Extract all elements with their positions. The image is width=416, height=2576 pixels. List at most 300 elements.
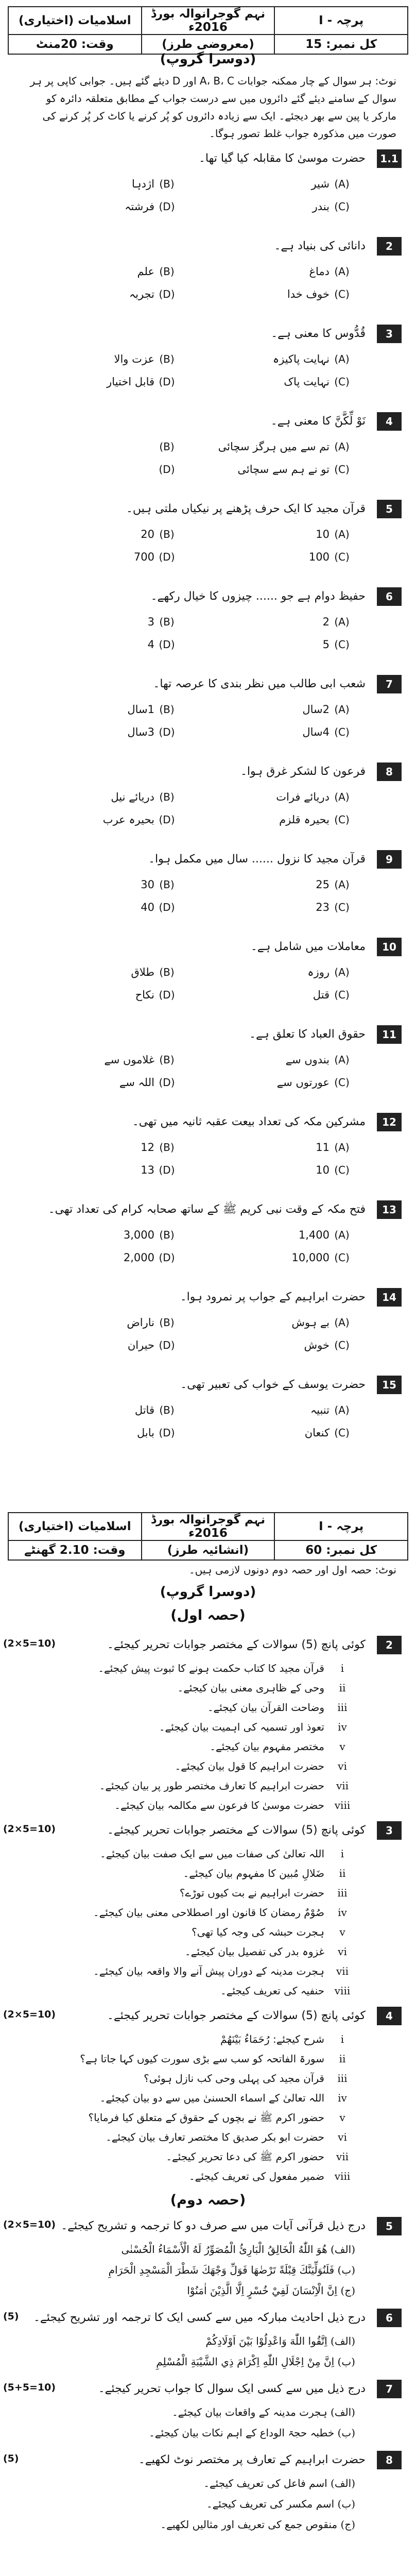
option-letter: (D) [159, 288, 175, 300]
sub-question [21, 1982, 355, 1999]
group-title: (دوسرا گروپ) [160, 52, 256, 67]
option-letter: (A) [334, 703, 350, 716]
mcq-options [21, 613, 381, 659]
option-d [21, 548, 381, 566]
option-letter: (C) [334, 1427, 350, 1439]
option-text: 2 [322, 616, 330, 628]
option-text: دماغ [309, 265, 330, 278]
option-letter: (D) [159, 1251, 175, 1264]
sub-part [21, 2353, 355, 2370]
question-number: 6 [377, 2309, 402, 2327]
option-text: 11 [316, 1141, 330, 1154]
option-letter: (B) [159, 703, 175, 716]
mcq-options [21, 263, 381, 309]
paper-label-cell: پرچہ - I [274, 7, 408, 35]
sub-question [21, 2050, 355, 2067]
mcq-options [21, 1139, 381, 1185]
question-number: 5 [377, 500, 402, 518]
question-text: حضرت موسیٰ کا مقابلہ کیا گیا تھا۔ [199, 152, 366, 165]
sub-question [21, 1718, 355, 1736]
sub-question [21, 2089, 355, 2107]
roman-numeral: vii [336, 2150, 349, 2163]
option-letter: (A) [334, 791, 350, 803]
option-b [21, 263, 381, 280]
board-cell: نہم گوجرانوالہ بورڈ 2016ء [142, 7, 275, 35]
sub-question [21, 1943, 355, 1960]
roman-numeral: viii [334, 1799, 351, 1811]
roman-numeral: vi [338, 1760, 347, 1772]
option-text: بحیرہ قلزم [279, 814, 330, 826]
option-letter: (A) [334, 353, 350, 365]
option-b [21, 350, 381, 368]
sub-question-text: ضمیر مفعول کی تعریف کیجئے۔ [188, 2170, 324, 2182]
sub-question [21, 1757, 355, 1775]
sub-question-text: حضرت ابراہیم کا تعارف مختصر طور پر بیان کیجئے۔ [99, 1780, 324, 1792]
option-b [21, 1051, 381, 1069]
sub-question [21, 1865, 355, 1882]
option-text: 4سال [302, 726, 330, 738]
sub-part-text: (ب) خطبہ حجۃ الوداع کے اہم نکات بیان کیجئے۔ [149, 2427, 355, 2439]
option-letter: (D) [159, 1164, 175, 1176]
sub-question [21, 2148, 355, 2165]
sub-part-text: (الف) اِتَّقُوا اللّٰهَ وَاعْدِلُوْا بَيْنَ اَوْلَادِكُمْ [205, 2335, 355, 2347]
option-letter: (B) [159, 966, 175, 978]
sub-question-text: شرح کیجئے: رُحَمَاءُ بَيْنَهُمْ [220, 2033, 324, 2045]
question-number: 1.1 [377, 149, 402, 168]
question-number: 7 [377, 675, 402, 693]
option-b [21, 526, 381, 543]
option-letter: (B) [159, 528, 175, 540]
option-text: 3سال [127, 726, 154, 738]
option-letter: (B) [159, 353, 175, 365]
mcq-options [21, 438, 381, 484]
roman-numeral: vi [338, 1945, 347, 1958]
sub-question-text: ضَلالِ مُبین کا مفہوم بیان کیجئے۔ [183, 1867, 324, 1879]
option-text: 10 [316, 528, 330, 540]
sub-question [21, 1738, 355, 1755]
question-number: 14 [377, 1288, 402, 1307]
option-letter: (C) [334, 1076, 350, 1089]
option-text: علم [137, 265, 154, 278]
option-letter: (C) [334, 551, 350, 563]
option-letter: (D) [159, 376, 175, 388]
sub-question [21, 1777, 355, 1794]
option-d [21, 198, 381, 215]
option-d [21, 899, 381, 916]
option-d [21, 986, 381, 1004]
marks-label: (5) [3, 2453, 19, 2464]
option-letter: (B) [159, 1316, 175, 1329]
option-text: 40 [141, 901, 154, 913]
option-letter: (A) [334, 1316, 350, 1329]
option-letter: (C) [334, 989, 350, 1001]
option-text: دریائے فرات [276, 791, 330, 803]
question-number: 11 [377, 1025, 402, 1044]
question-number: 4 [377, 2007, 402, 2025]
option-letter: (C) [334, 901, 350, 913]
question-text: درج ذیل میں سے کسی ایک سوال کا جواب تحریر کیجئے۔ [98, 2382, 366, 2395]
question-number: 6 [377, 587, 402, 606]
roman-numeral: v [339, 1926, 345, 1938]
option-text: فرشتہ [125, 200, 154, 213]
option-letter: (C) [334, 638, 350, 651]
option-letter: (D) [159, 1339, 175, 1351]
roman-numeral: iv [338, 1721, 347, 1733]
roman-numeral: iii [337, 1701, 348, 1714]
sub-question [21, 1884, 355, 1902]
option-text: غلاموں سے [104, 1054, 154, 1066]
sub-question-text: مختصر مفہوم بیان کیجئے۔ [210, 1740, 324, 1753]
option-letter: (B) [159, 1141, 175, 1154]
question-text: حضرت یوسف کے خواب کی تعبیر تھی۔ [180, 1378, 366, 1391]
sub-part [21, 2475, 355, 2492]
option-text: نہایت پاکیزہ [272, 353, 330, 365]
roman-numeral: viii [334, 1985, 351, 1997]
option-letter: (D) [159, 1076, 175, 1089]
mcq-options [21, 876, 381, 922]
option-text: قتل [313, 989, 330, 1001]
option-b [21, 1401, 381, 1419]
option-d [21, 285, 381, 303]
sub-question-text: قرآن مجید کی پہلی وحی کب نازل ہوئی؟ [144, 2072, 324, 2084]
roman-numeral: i [340, 1848, 344, 1860]
option-b [21, 613, 381, 631]
roman-numeral: i [340, 1662, 344, 1674]
sub-part [21, 2332, 355, 2350]
option-text: 25 [316, 878, 330, 891]
roman-numeral: i [340, 2033, 344, 2045]
question-text: کوئی پانچ (5) سوالات کے مختصر جوابات تحریر کیجئے۔ [107, 2009, 366, 2022]
option-text: 13 [141, 1164, 154, 1176]
question-text: حقوق العباد کا تعلق ہے۔ [249, 1028, 366, 1041]
option-letter: (C) [334, 726, 350, 738]
roman-numeral: ii [339, 2053, 346, 2065]
option-letter: (B) [159, 1054, 175, 1066]
option-text: اژدہا [131, 178, 154, 190]
roman-numeral: v [339, 1740, 345, 1753]
subjective-question [15, 2451, 402, 2471]
sub-question-text: قرآن مجید کا کتاب حکمت ہونے کا ثبوت پیش کیجئے۔ [98, 1662, 324, 1674]
sub-part-text: (ب) اسم مکسر کی تعریف کیجئے۔ [206, 2498, 355, 2510]
option-letter: (A) [334, 1141, 350, 1154]
question-text: درج ذیل احادیث مبارکہ میں سے کسی ایک کا ترجمہ اور تشریح کیجئے۔ [33, 2311, 366, 2324]
option-d [21, 1074, 381, 1091]
option-b [21, 1314, 381, 1331]
option-text: بندوں سے [285, 1054, 330, 1066]
question-text: کوئی پانچ (5) سوالات کے مختصر جوابات تحریر کیجئے۔ [107, 1638, 366, 1651]
option-b [21, 1139, 381, 1156]
total-marks-cell: کل نمبر: 15 [274, 35, 408, 54]
sub-part [21, 2516, 355, 2533]
option-text: 100 [308, 551, 330, 563]
question-text: نَوْ لِّکَّنَّ کا معنی ہے۔ [270, 415, 366, 428]
paper-label-cell: پرچہ - I [274, 1513, 408, 1540]
mcq-options [21, 788, 381, 835]
paper2-note: نوٹ: حصہ اول اور حصہ دوم دونوں لازمی ہیں۔ [188, 1564, 396, 1576]
option-text: تو نے ہم سے سچائی [237, 463, 330, 476]
sub-part-text: (ب) فَلَنُوَلِّيَنَّكَ قِبْلَةً تَرْضٰهَا فَوَلِّ وَجْهَكَ شَطْرَ الْمَسْجِدِ الْحَرَامِ [108, 2264, 355, 2276]
marks-label: (2×5=10) [3, 2219, 56, 2230]
option-letter: (D) [159, 726, 175, 738]
mcq-options [21, 526, 381, 572]
roman-numeral: vi [338, 2131, 347, 2143]
marks-label: (5+5=10) [3, 2382, 56, 2393]
option-b [21, 175, 381, 193]
option-text: تم سے میں ہرگز سچائی [218, 440, 330, 453]
subjective-question [15, 2217, 402, 2238]
roman-numeral: ii [339, 1682, 346, 1694]
sub-part-text: (الف) هُوَ اللّٰهُ الْخَالِقُ الْبَارِئُ الْمُصَوِّرُ لَهُ الْأَسْمَاءُ الْحُسْنٰى [121, 2243, 355, 2256]
option-letter: (A) [334, 178, 350, 190]
roman-numeral: iv [338, 2092, 347, 2104]
roman-numeral: ii [339, 1867, 346, 1879]
option-letter: (C) [334, 463, 350, 476]
sub-question-text: حضرت ابراہیم کا قول بیان کیجئے۔ [175, 1760, 324, 1772]
sub-question [21, 1845, 355, 1862]
question-text: کوئی پانچ (5) سوالات کے مختصر جوابات تحریر کیجئے۔ [107, 1824, 366, 1837]
question-text: حضرت ابراہیم کے جواب پر نمرود ہوا۔ [180, 1291, 366, 1303]
option-letter: (D) [159, 989, 175, 1001]
marks-label: (5) [3, 2311, 19, 2322]
roman-numeral: iv [338, 1906, 347, 1919]
option-letter: (B) [159, 1404, 175, 1416]
mcq-options [21, 1051, 381, 1097]
question-number: 8 [377, 762, 402, 781]
question-number: 4 [377, 412, 402, 431]
option-d [21, 461, 381, 478]
option-letter: (D) [159, 551, 175, 563]
mcq-options [21, 175, 381, 222]
option-letter: (C) [334, 1164, 350, 1176]
option-text: عورتوں سے [276, 1076, 330, 1089]
option-b [21, 963, 381, 981]
option-letter: (D) [159, 200, 175, 213]
option-letter: (C) [334, 376, 350, 388]
option-text: 2سال [302, 703, 330, 716]
sub-question-text: حضرت ابو بکر صدیق کا مختصر تعارف بیان کیجئے۔ [106, 2131, 324, 2143]
option-text: 5 [322, 638, 330, 651]
sub-question-text: صُوْمٌ رمضان کا قانون اور اصطلاحی معنی بیان کیجئے۔ [93, 1906, 324, 1919]
time-cell: وقت: 20منٹ [8, 35, 142, 54]
sub-part-text: (ج) منقوص جمع کی تعریف اور مثالیں لکھیے۔ [160, 2518, 355, 2531]
option-d [21, 1424, 381, 1442]
board-cell: نہم گوجرانوالہ بورڈ 2016ء [142, 1513, 275, 1540]
sub-part-text: (ج) اِنَّ الْاِنْسَانَ لَفِيْ خُسْرٍ اِلَّا الَّذِيْنَ اٰمَنُوْا [187, 2284, 355, 2297]
sub-question-text: اللہ تعالیٰ کی صفات میں سے ایک صفت بیان کیجئے۔ [99, 1848, 324, 1860]
question-text: فتح مکہ کے وقت نبی کریم ﷺ کے ساتھ صحابہ کرام کی تعداد تھی۔ [48, 1203, 366, 1216]
instructions-note: نوٹ: ہر سوال کے چار ممکنہ جوابات A، B، C اور D دیئے گئے ہیں۔ جوابی کاپی پر ہر سوال کے سامنے دیئے گئے دائروں میں سے درست جواب کے مطابق متعلقہ دائرہ کو مارکر یا پین سے بھر دیجئے۔ ایک سے زیادہ دائروں کو پُر کرنے یا کاٹ کر پُر کرنے کی صورت میں مذکورہ جواب غلط تصور ہوگا۔ [30, 75, 396, 140]
roman-numeral: iii [337, 1887, 348, 1899]
question-number: 3 [377, 325, 402, 343]
option-text: 2,000 [123, 1251, 154, 1264]
mcq-options [21, 1401, 381, 1448]
roman-numeral: iii [337, 2072, 348, 2084]
option-b [21, 788, 381, 806]
sub-question-text: غزوہ بدر کی تفصیل بیان کیجئے۔ [184, 1945, 324, 1958]
option-text: 3 [147, 616, 154, 628]
sub-question-text: وحی کے ظاہری معنی بیان کیجئے۔ [177, 1682, 324, 1694]
sub-question [21, 1699, 355, 1716]
option-text: دریائے نیل [111, 791, 154, 803]
group-title: (دوسرا گروپ) [160, 1584, 256, 1600]
mcq-options [21, 701, 381, 747]
option-text: 10,000 [291, 1251, 330, 1264]
option-letter: (D) [159, 814, 175, 826]
sub-part [21, 2241, 355, 2258]
option-text: بحیرہ عرب [102, 814, 154, 826]
sub-part [21, 2403, 355, 2421]
question-text: حضرت ابراہیم کے تعارف پر مختصر نوٹ لکھیے۔ [138, 2453, 366, 2466]
option-letter: (A) [334, 265, 350, 278]
sub-question-text: وضاحت القرآن بیان کیجئے۔ [207, 1701, 324, 1714]
option-letter: (A) [334, 616, 350, 628]
subjective-question [15, 2007, 402, 2027]
sub-question [21, 2128, 355, 2146]
question-number: 2 [377, 1636, 402, 1654]
option-letter: (B) [159, 1229, 175, 1241]
sub-question-text: حضور اکرم ﷺ کی دعا تحریر کیجئے۔ [166, 2150, 324, 2163]
option-d [21, 811, 381, 828]
option-text: 20 [141, 528, 154, 540]
option-text: تنبیہ [310, 1404, 330, 1416]
option-text: قابل اختیار [107, 376, 154, 388]
option-text: بندر [312, 200, 330, 213]
total-marks-cell: کل نمبر: 60 [274, 1540, 408, 1560]
sub-part-text: (الف) اسم فاعل کی تعریف کیجئے۔ [203, 2477, 355, 2489]
option-text: 700 [133, 551, 154, 563]
question-text: حفیظ دوام ہے جو ...... چیزوں کا خیال رکھے۔ [150, 590, 366, 603]
mcq-options [21, 1226, 381, 1273]
roman-numeral: viii [334, 2170, 351, 2182]
subjective-question [15, 1821, 402, 1842]
option-letter: (C) [334, 814, 350, 826]
option-b [21, 876, 381, 893]
option-text: قاتل [134, 1404, 154, 1416]
sub-question-text: ہجرت حبشہ کی وجہ کیا تھی؟ [192, 1926, 324, 1938]
sub-question-text: حنفیہ کی تعریف کیجئے۔ [220, 1985, 324, 1997]
sub-part-text: (الف) ہجرت مدینہ کے واقعات بیان کیجئے۔ [171, 2406, 355, 2418]
sub-question-text: ہجرت مدینہ کے دوران پیش آنے والا واقعہ بیان کیجئے۔ [93, 1965, 324, 1977]
option-letter: (C) [334, 1339, 350, 1351]
roman-numeral: v [339, 2111, 345, 2124]
mcq-options [21, 963, 381, 1010]
option-d [21, 373, 381, 391]
question-number: 2 [377, 237, 402, 256]
option-text: بے ہوش [291, 1316, 330, 1329]
question-number: 3 [377, 1821, 402, 1840]
option-d [21, 1161, 381, 1179]
sub-part [21, 2424, 355, 2442]
option-letter: (B) [159, 791, 175, 803]
sub-question [21, 2070, 355, 2087]
question-number: 12 [377, 1113, 402, 1131]
option-letter: (B) [159, 878, 175, 891]
option-letter: (A) [334, 528, 350, 540]
option-letter: (A) [334, 878, 350, 891]
paper2-header [8, 1512, 408, 1561]
sub-question [21, 1679, 355, 1697]
option-b [21, 701, 381, 718]
question-text: معاملات میں شامل ہے۔ [250, 940, 366, 953]
marks-label: (2×5=10) [3, 1823, 56, 1835]
option-text: 3,000 [123, 1229, 154, 1241]
option-text: ناراض [127, 1316, 154, 1329]
option-letter: (A) [334, 966, 350, 978]
option-letter: (C) [334, 200, 350, 213]
section-two-title: (حصہ دوم) [170, 2192, 246, 2208]
option-text: بابل [137, 1427, 154, 1439]
sub-question [21, 2109, 355, 2126]
option-d [21, 1336, 381, 1354]
subject-cell: اسلامیات (اختیاری) [8, 1513, 142, 1540]
question-text: فرعون کا لشکر غرق ہوا۔ [240, 765, 366, 778]
option-d [21, 1249, 381, 1266]
question-text: دانائی کی بنیاد ہے۔ [274, 240, 366, 252]
option-letter: (A) [334, 440, 350, 453]
sub-part [21, 2495, 355, 2513]
option-letter: (B) [159, 440, 175, 453]
option-letter: (C) [334, 1251, 350, 1264]
question-number: 7 [377, 2380, 402, 2398]
part-cell: (انشائیہ طرز) [142, 1540, 275, 1560]
paper1-header [8, 6, 408, 55]
section-one-title: (حصہ اول) [170, 1607, 246, 1623]
time-cell: وقت: 2.10 گھنٹے [8, 1540, 142, 1560]
question-text: مشرکین مکہ کی تعداد بیعت عقبہ ثانیہ میں تھی۔ [132, 1115, 366, 1128]
sub-question [21, 1962, 355, 1980]
question-text: شعب ابی طالب میں نظر بندی کا عرصہ تھا۔ [153, 677, 366, 690]
subjective-question [15, 1636, 402, 1656]
option-text: نہایت پاک [284, 376, 330, 388]
option-text: 12 [141, 1141, 154, 1154]
option-letter: (D) [159, 901, 175, 913]
subjective-question [15, 2309, 402, 2329]
option-d [21, 636, 381, 653]
option-letter: (B) [159, 616, 175, 628]
roman-numeral: vii [336, 1965, 349, 1977]
option-text: خوش [304, 1339, 330, 1351]
sub-question [21, 1904, 355, 1921]
option-letter: (A) [334, 1229, 350, 1241]
option-letter: (C) [334, 288, 350, 300]
option-text: روزہ [307, 966, 330, 978]
option-text: 10 [316, 1164, 330, 1176]
question-number: 15 [377, 1376, 402, 1394]
sub-question-text: سورۃ الفاتحہ کو سب سے بڑی سورت کیوں کہا جاتا ہے؟ [80, 2053, 324, 2065]
option-b [21, 438, 381, 455]
sub-part-text: (ب) اِنَّ مِنْ اِجْلَالِ اللّٰهِ اِكْرَامَ ذِي الشَّيْبَةِ الْمُسْلِمِ [156, 2355, 355, 2368]
sub-part [21, 2261, 355, 2279]
option-text: کنعان [304, 1427, 330, 1439]
sub-question-text: حضرت موسیٰ کا فرعون سے مکالمہ بیان کیجئے۔ [114, 1799, 324, 1811]
part-cell: (معروضی طرز) [142, 35, 275, 54]
option-text: نکاح [135, 989, 154, 1001]
question-text: قرآن مجید کا نزول ...... سال میں مکمل ہوا۔ [148, 853, 366, 866]
option-text: تجربہ [129, 288, 154, 300]
question-number: 9 [377, 850, 402, 869]
subject-cell: اسلامیات (اختیاری) [8, 7, 142, 35]
question-text: قُدُّوس کا معنی ہے۔ [271, 327, 366, 340]
marks-label: (2×5=10) [3, 1638, 56, 1649]
option-text: عزت والا [114, 353, 154, 365]
option-d [21, 723, 381, 741]
option-text: شیر [311, 178, 330, 190]
option-text: 1,400 [298, 1229, 330, 1241]
sub-question-text: تعوذ اور تسمیہ کی اہمیت بیان کیجئے۔ [159, 1721, 324, 1733]
option-text: 30 [141, 878, 154, 891]
question-text: درج ذیل قرآنی آیات میں سے صرف دو کا ترجمہ و تشریح کیجئے۔ [61, 2219, 366, 2232]
roman-numeral: vii [336, 1780, 349, 1792]
